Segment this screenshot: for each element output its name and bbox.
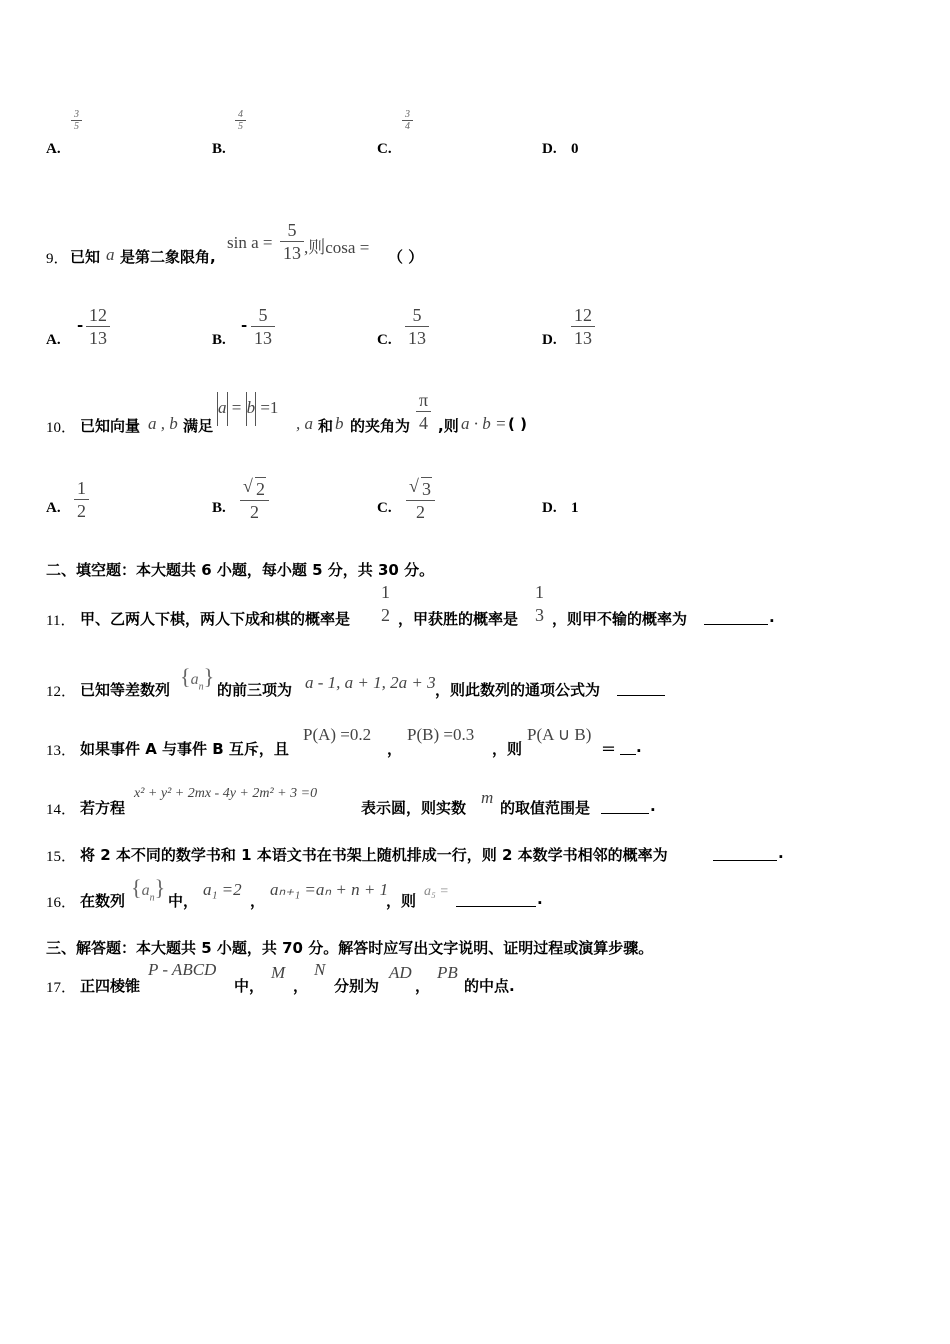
q13-text-1: 如果事件 A 与事件 B 互斥，且: [80, 740, 289, 758]
q10-var-b: b: [335, 414, 344, 433]
q9-text-mid: 是第二象限角,: [120, 248, 216, 266]
q15-text: 将 2 本不同的数学书和 1 本语文书在书架上随机排成一行，则 2 本数学书相邻的概率为: [80, 846, 668, 864]
q17-var-n: N: [314, 960, 326, 979]
q10-option-c-label: C.: [377, 500, 392, 516]
q10-dot-product: a · b =: [461, 414, 507, 433]
q8-option-d-value: 0: [571, 141, 579, 157]
q8-option-a-label: A.: [46, 141, 61, 157]
q17-text-3: 分别为: [334, 977, 380, 995]
q10-text-satisfy: 满足: [183, 417, 214, 435]
q8-option-d-label: D.: [542, 141, 557, 157]
q16-text-1: 在数列: [80, 892, 126, 910]
q11-end: .: [769, 608, 775, 626]
q13-pb: P(B) =0.3: [407, 725, 475, 744]
q17-var-m: M: [271, 963, 286, 982]
q9-option-c-fraction: 5 13: [405, 304, 429, 349]
q10-number: 10．: [46, 420, 77, 436]
q12-answer-blank[interactable]: [617, 680, 665, 696]
q13-pa: P(A) =0.2: [303, 725, 372, 744]
q16-comma: ，: [250, 892, 266, 910]
q9-cos-expr: ,则cosa =: [304, 238, 370, 257]
q10-comma-a: , a: [296, 414, 313, 433]
q10-angle-fraction: π 4: [416, 389, 431, 434]
q10-paren: ( ): [508, 415, 527, 433]
q12-sequence: $\{a_n\}$: [180, 664, 215, 693]
q15-number: 15．: [46, 849, 77, 865]
q9-sin-fraction: 5 13: [280, 219, 304, 264]
q12-text-3: ，则此数列的通项公式为: [435, 681, 601, 699]
section-answer-heading: 三、解答题：本大题共 5 小题，共 70 分。解答时应写出文字说明、证明过程或演算步骤。: [46, 939, 654, 957]
q13-text-2: ，则: [492, 740, 523, 758]
q8-option-c-fraction: 3 4: [402, 109, 413, 132]
q10-option-b-label: B.: [212, 500, 226, 516]
q11-fraction-1: 1 2: [378, 581, 393, 626]
q15-end: .: [778, 844, 784, 862]
q8-option-b-label: B.: [212, 141, 226, 157]
q11-answer-blank[interactable]: [704, 609, 768, 625]
q10-option-a-label: A.: [46, 500, 61, 516]
q17-text-2: 中，: [234, 977, 265, 995]
q17-comma-2: ，: [415, 977, 431, 995]
q10-option-d-label: D.: [542, 500, 557, 516]
q10-text-pre: 已知向量: [80, 417, 141, 435]
q10-option-c-fraction: √ 3 2: [406, 477, 435, 523]
q17-text-1: 正四棱锥: [80, 977, 141, 995]
q9-option-b-sign: -: [241, 316, 248, 334]
q9-number: 9．: [46, 251, 69, 267]
q13-comma: ，: [387, 740, 403, 758]
q9-option-d-fraction: 12 13: [571, 304, 595, 349]
q17-comma-1: ，: [293, 977, 309, 995]
q13-eq: ＝: [601, 740, 617, 758]
q13-union: P(A ∪ B): [527, 725, 592, 744]
q14-end: .: [650, 797, 656, 815]
q9-text-pre: 已知: [70, 248, 101, 266]
q9-paren: （ ）: [388, 248, 424, 266]
q13-end: .: [636, 738, 642, 756]
q17-pyramid: P - ABCD: [148, 960, 217, 979]
q8-option-b-fraction: 4 5: [235, 109, 246, 132]
q12-text-1: 已知等差数列: [80, 681, 171, 699]
q8-option-a-fraction: 3 5: [71, 109, 82, 132]
q9-option-c-label: C.: [377, 332, 392, 348]
q16-text-2: 中，: [168, 892, 199, 910]
q17-pb: PB: [437, 963, 458, 982]
q16-text-3: ，则: [386, 892, 417, 910]
q11-number: 11．: [46, 613, 76, 629]
q16-a5: a₅ =: [424, 884, 449, 899]
q17-text-4: 的中点.: [464, 977, 515, 995]
q10-option-b-fraction: √ 2 2: [240, 477, 269, 523]
q11-text-1: 甲、乙两人下棋，两人下成和棋的概率是: [80, 610, 351, 628]
q17-ad: AD: [389, 963, 412, 982]
q16-answer-blank[interactable]: [456, 891, 536, 907]
q8-option-c-label: C.: [377, 141, 392, 157]
q14-var-m: m: [481, 788, 494, 807]
q10-abs-equation: a = b =1: [217, 392, 278, 426]
q10-text-and: 和: [318, 417, 334, 435]
q10-text-angle: 的夹角为: [350, 417, 411, 435]
q13-answer-blank[interactable]: [620, 739, 636, 755]
q10-text-then: ,则: [438, 417, 459, 435]
q10-option-a-fraction: 1 2: [74, 477, 89, 522]
q13-number: 13．: [46, 743, 77, 759]
q10-option-d-value: 1: [571, 500, 579, 516]
q16-sequence: $\{a_n\}$: [131, 875, 166, 904]
q9-sin-lhs: sin a =: [227, 233, 273, 252]
q15-answer-blank[interactable]: [713, 845, 777, 861]
q14-equation: x² + y² + 2mx - 4y + 2m² + 3 =0: [134, 786, 318, 801]
q17-number: 17．: [46, 980, 77, 996]
q14-text-3: 的取值范围是: [500, 799, 591, 817]
q16-recurrence: aₙ₊₁ =aₙ + n + 1: [270, 880, 389, 899]
q12-number: 12．: [46, 684, 77, 700]
q16-end: .: [537, 890, 543, 908]
q14-number: 14．: [46, 802, 77, 818]
q9-option-b-fraction: 5 13: [251, 304, 275, 349]
q10-vars: a , b: [148, 414, 178, 433]
q16-a1: a₁ =2: [203, 880, 242, 899]
q12-text-2: 的前三项为: [217, 681, 293, 699]
q9-option-a-label: A.: [46, 332, 61, 348]
q11-fraction-2: 1 3: [532, 581, 547, 626]
q12-terms: a - 1, a + 1, 2a + 3: [305, 673, 436, 692]
q14-text-2: 表示圆，则实数: [361, 799, 467, 817]
q9-option-b-label: B.: [212, 332, 226, 348]
section-fill-in-heading: 二、填空题：本大题共 6 小题，每小题 5 分，共 30 分。: [46, 561, 435, 579]
q9-option-a-fraction: 12 13: [86, 304, 110, 349]
q14-answer-blank[interactable]: [601, 798, 649, 814]
q11-text-3: ，则甲不输的概率为: [552, 610, 688, 628]
q14-text-1: 若方程: [80, 799, 126, 817]
q9-option-d-label: D.: [542, 332, 557, 348]
q9-option-a-sign: -: [77, 316, 84, 334]
q11-text-2: ，甲获胜的概率是: [398, 610, 519, 628]
q9-var-a: a: [106, 245, 115, 264]
q16-number: 16．: [46, 895, 77, 911]
